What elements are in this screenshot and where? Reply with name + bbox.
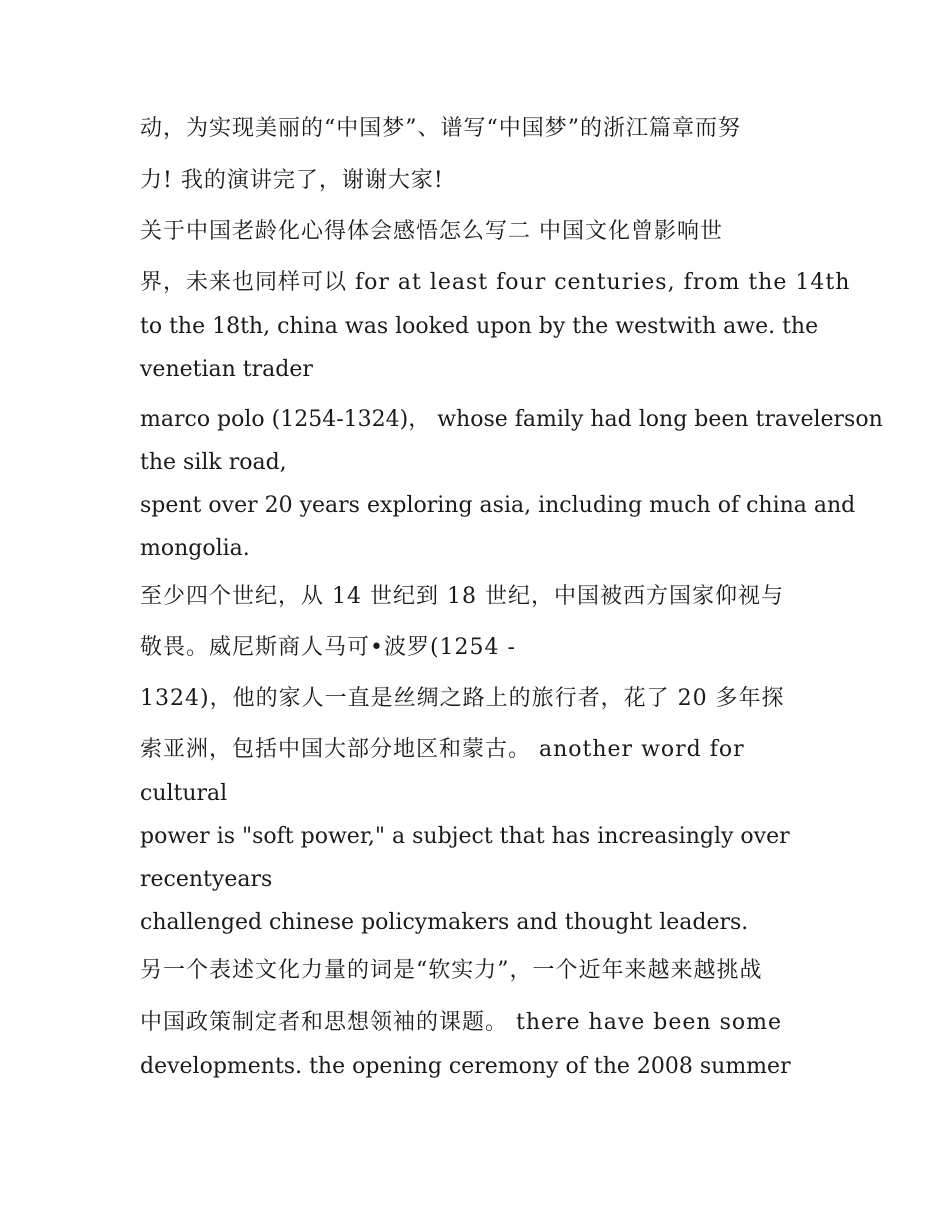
text-line: power is "soft power," a subject that has increasingly over bbox=[140, 824, 790, 849]
text-line: 敬畏。威尼斯商人马可•波罗(1254 - bbox=[140, 635, 516, 660]
text-line: developments. the opening ceremony of the 2008 summer bbox=[140, 1054, 791, 1079]
text-line: 关于中国老龄化心得体会感悟怎么写二 中国文化曾影响世 bbox=[140, 219, 723, 244]
text-line: 中国政策制定者和思想领袖的课题。 there have been some bbox=[140, 1010, 782, 1035]
text-line: to the 18th, china was looked upon by the westwith awe. the bbox=[140, 314, 819, 339]
text-line: mongolia. bbox=[140, 536, 250, 561]
text-line: 1324)，他的家人一直是丝绸之路上的旅行者，花了 20 多年探 bbox=[140, 686, 785, 711]
text-line: marco polo (1254-1324)， whose family had long been travelerson bbox=[140, 407, 883, 432]
text-line: 索亚洲，包括中国大部分地区和蒙古。 another word for bbox=[140, 737, 745, 762]
text-line: venetian trader bbox=[140, 357, 313, 382]
text-line: 另一个表述文化力量的词是“软实力”，一个近年来越来越挑战 bbox=[140, 958, 763, 983]
text-line: 动，为实现美丽的“中国梦”、谱写“中国梦”的浙江篇章而努 bbox=[140, 116, 741, 141]
text-line: 力! 我的演讲完了，谢谢大家! bbox=[140, 168, 444, 193]
text-line: recentyears bbox=[140, 867, 273, 892]
text-line: 界，未来也同样可以 for at least four centuries, from the 14th bbox=[140, 270, 851, 295]
text-line: the silk road, bbox=[140, 450, 287, 475]
text-line: cultural bbox=[140, 781, 228, 806]
text-line: challenged chinese policymakers and thought leaders. bbox=[140, 910, 749, 935]
text-line: spent over 20 years exploring asia, including much of china and bbox=[140, 493, 856, 518]
text-line: 至少四个世纪，从 14 世纪到 18 世纪，中国被西方国家仰视与 bbox=[140, 584, 784, 609]
